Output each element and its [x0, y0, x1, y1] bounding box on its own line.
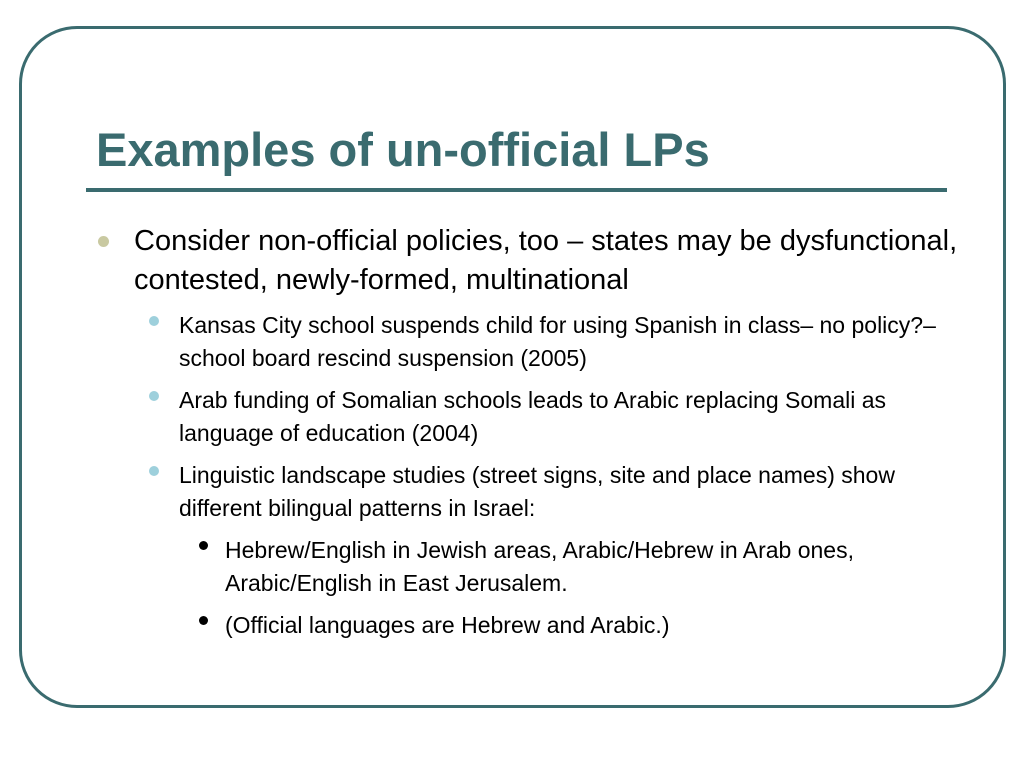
bullet-text: Consider non-official policies, too – states may be dysfunctional, contested, newly-formed, multinational	[134, 225, 958, 296]
bullet-dot-icon	[199, 616, 208, 625]
bullet-dot-icon	[149, 391, 159, 401]
bullet-text: Hebrew/English in Jewish areas, Arabic/Hebrew in Arab ones, Arabic/English in East Jerusalem.	[225, 537, 854, 596]
bullet-item-level1	[134, 222, 964, 300]
bullet-item-level2	[179, 384, 969, 450]
bullet-item-level2	[179, 459, 969, 525]
bullet-item-level3	[225, 534, 985, 600]
slide-title: Examples of un-official LPs	[96, 123, 710, 176]
bullet-text: Arab funding of Somalian schools leads to Arabic replacing Somali as language of education (2004)	[179, 387, 887, 446]
bullet-item-level2	[179, 309, 969, 375]
bullet-text: (Official languages are Hebrew and Arabic.)	[225, 612, 670, 638]
bullet-dot-icon	[149, 466, 159, 476]
bullet-dot-icon	[149, 316, 159, 326]
bullet-text: Kansas City school suspends child for using Spanish in class– no policy?– school board rescind suspension (2005)	[179, 312, 936, 371]
bullet-dot-icon	[199, 541, 208, 550]
bullet-dot-icon	[98, 236, 109, 247]
bullet-text: Linguistic landscape studies (street signs, site and place names) show different bilingual patterns in Israel:	[179, 462, 895, 521]
bullet-item-level3	[225, 609, 985, 642]
